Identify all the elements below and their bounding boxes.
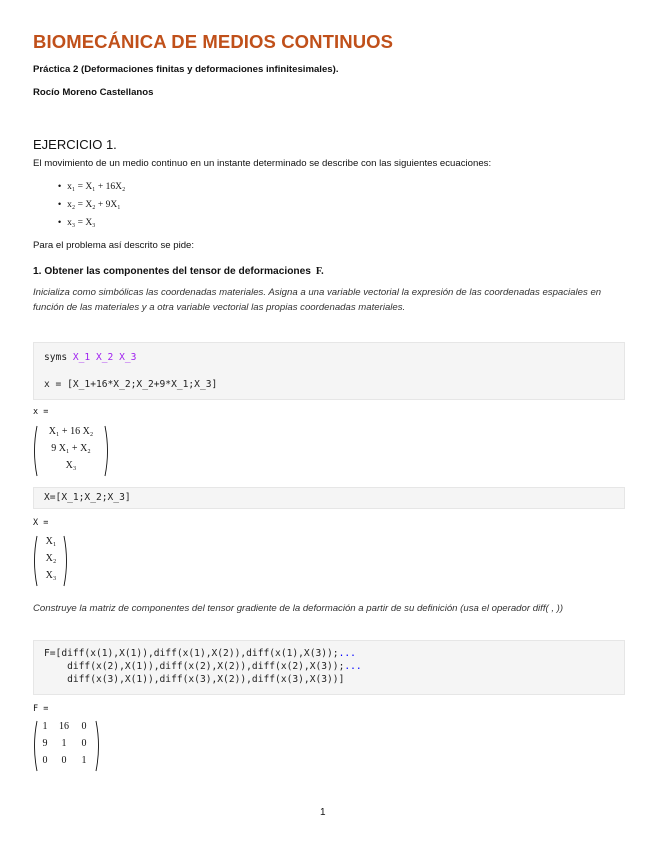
code-block-F[interactable]: F=[diff(x(1),X(1)),diff(x(1),X(2)),diff(x(1),X(3));... diff(x(2),X(1)),diff(x(2),X(2)),diff(x(2),X(3));... diff(x(3),X(1)),diff(x(3),X(2)),diff(x(3),X(3))] xyxy=(33,640,625,695)
output-label-F: F = xyxy=(33,704,49,714)
author-name: Rocío Moreno Castellanos xyxy=(33,87,154,98)
equation-item: • x₃ = X₃ xyxy=(58,217,96,228)
code-block-X[interactable]: X=[X_1;X_2;X_3] xyxy=(33,487,625,509)
output-matrix-x: X₁ + 16 X₂ 9 X₁ + X₂ X₃ xyxy=(31,425,111,477)
instruction-text-2: Construye la matriz de componentes del tensor gradiente de la deformación a partir de su definición (usa el operador diff( , )) xyxy=(33,603,564,614)
page-number: 1 xyxy=(320,807,326,818)
exercise-heading: EJERCICIO 1. xyxy=(33,137,117,152)
code-block-syms[interactable]: syms X_1 X_2 X_3 x = [X_1+16*X_2;X_2+9*X_1;X_3] xyxy=(33,342,625,400)
page-title: BIOMECÁNICA DE MEDIOS CONTINUOS xyxy=(33,31,394,52)
instruction-text-1: Inicializa como simbólicas las coordenadas materiales. Asigna a una variable vectorial la expresión de las coordenadas espaciales en función de las materiales y a otra variable vectorial las propias coordenadas materiales. xyxy=(33,287,602,313)
output-matrix-F: 1 16 0 9 1 0 0 0 1 xyxy=(31,720,103,772)
output-label-X: X = xyxy=(33,518,49,528)
equation-item: • x₁ = X₁ + 16X₂ xyxy=(58,181,126,192)
output-matrix-X: X₁ X₂ X₃ xyxy=(31,535,71,587)
exercise-intro: El movimiento de un medio continuo en un instante determinado se describe con las siguientes ecuaciones: xyxy=(33,158,492,169)
practice-subtitle: Práctica 2 (Deformaciones finitas y deformaciones infinitesimales). xyxy=(33,64,339,75)
equation-item: • x₂ = X₂ + 9X₁ xyxy=(58,199,121,210)
output-label-x: x = xyxy=(33,407,49,417)
problem-asks: Para el problema así descrito se pide: xyxy=(33,240,195,251)
section-heading: 1. Obtener las componentes del tensor de deformaciones F. xyxy=(33,266,324,277)
